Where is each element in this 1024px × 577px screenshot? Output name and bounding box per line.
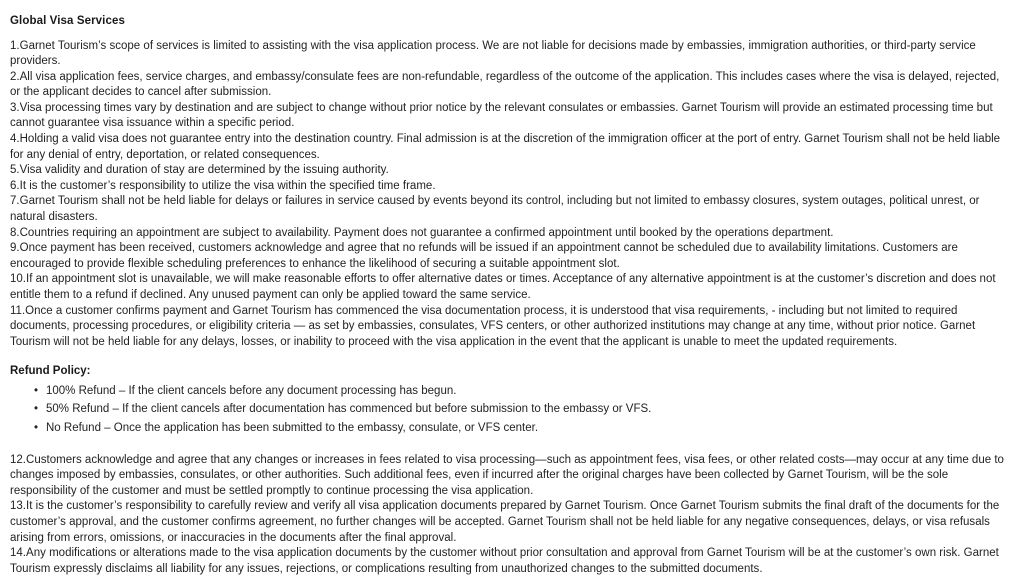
clauses-bottom-group	[10, 453, 1012, 577]
clauses-top-group	[10, 39, 1012, 351]
clause-item: 5.Visa validity and duration of stay are determined by the issuing authority.	[10, 164, 389, 177]
clause-item: 3.Visa processing times vary by destination and are subject to change without prior notice by the relevant consulates or embassies. Garnet Tourism will provide an estimated processing time but cannot guarantee visa issuance within a specific period.	[10, 101, 993, 130]
clause-item: 1.Garnet Tourism’s scope of services is limited to assisting with the visa application process. We are not liable for decisions made by embassies, immigration authorities, or third-party service providers.	[10, 39, 976, 68]
clause-item: 12.Customers acknowledge and agree that any changes or increases in fees related to visa processing—such as appointment fees, visa fees, or other related costs—may occur at any time due to changes imposed by embassies, consulates, or other authorities. Such additional fees, even if incurred after the original charges have been collected by Garnet Tourism, will be the sole responsibility of the customer and must be settled promptly to continue processing the visa application.	[10, 453, 1004, 497]
list-item: • 100% Refund – If the client cancels before any document processing has begun.	[10, 382, 1012, 401]
clause-item: 6.It is the customer’s responsibility to utilize the visa within the specified time frame.	[10, 179, 436, 192]
clause-item: 7.Garnet Tourism shall not be held liable for delays or failures in service caused by events beyond its control, including but not limited to embassy closures, system outages, political unrest, or natural disasters.	[10, 195, 980, 224]
page-title: Global Visa Services	[10, 15, 125, 27]
list-item: • No Refund – Once the application has been submitted to the embassy, consulate, or VFS center.	[10, 419, 1012, 438]
refund-policy-heading: Refund Policy:	[10, 365, 91, 378]
refund-policy-list	[10, 382, 1012, 438]
clause-item: 8.Countries requiring an appointment are subject to availability. Payment does not guarantee a confirmed appointment until booked by the operations department.	[10, 226, 834, 239]
clause-item: 9.Once payment has been received, customers acknowledge and agree that no refunds will be issued if an appointment cannot be scheduled due to availability limitations. Customers are encouraged to provide flexible scheduling preferences to enhance the likelihood of securing a suitable appointment slot.	[10, 242, 958, 270]
section-spacer	[10, 438, 1012, 453]
clause-item: 4.Holding a valid visa does not guarantee entry into the destination country. Final admission is at the discretion of the immigration officer at the port of entry. Garnet Tourism shall not be held liable for any denial of entry, deportation, or related consequences.	[10, 133, 1001, 161]
clause-item: 10.If an appointment slot is unavailable, we will make reasonable efforts to offer alternative dates or times. Acceptance of any alternative appointment is at the customer’s discretion and does not entitle them to a refund if declined. Any unused payment can only be applied toward the same service.	[10, 273, 996, 301]
list-item: • 50% Refund – If the client cancels after documentation has commenced but before submission to the embassy or VFS.	[10, 400, 1012, 419]
clause-item: 14.Any modifications or alterations made to the visa application documents by the customer without prior consultation and approval from Garnet Tourism will be at the customer’s own risk. Garnet Tourism expressly disclaims all liability for any issues, rejections, or complications resulting from unauthorized changes to the submitted documents.	[10, 547, 999, 575]
clause-item: 2.All visa application fees, service charges, and embassy/consulate fees are non-refundable, regardless of the outcome of the application. This includes cases where the visa is delayed, rejected, or the applicant decides to cancel after submission.	[10, 70, 1000, 99]
clause-item: 13.It is the customer’s responsibility to carefully review and verify all visa application documents prepared by Garnet Tourism. Once Garnet Tourism submits the final draft of the documents for the customer’s approval, and the customer confirms agreement, no further changes will be accepted. Garnet Tourism shall not be held liable for any negative consequences, delays, or visa refusals arising from errors, omissions, or inaccuracies in the documents after the final approval.	[10, 500, 1000, 544]
clause-item: 11.Once a customer confirms payment and Garnet Tourism has commenced the visa documentation process, it is understood that visa requirements, - including but not limited to required documents, processing procedures, or eligibility criteria — as set by embassies, consulates, VFS centers, or other authorized institutions may change at any time, without prior notice. Garnet Tourism will not be held liable for any delays, losses, or inability to proceed with the visa application in the event that the applicant is unable to meet the updated requirements.	[10, 304, 976, 348]
refund-policy-section	[10, 364, 1012, 437]
